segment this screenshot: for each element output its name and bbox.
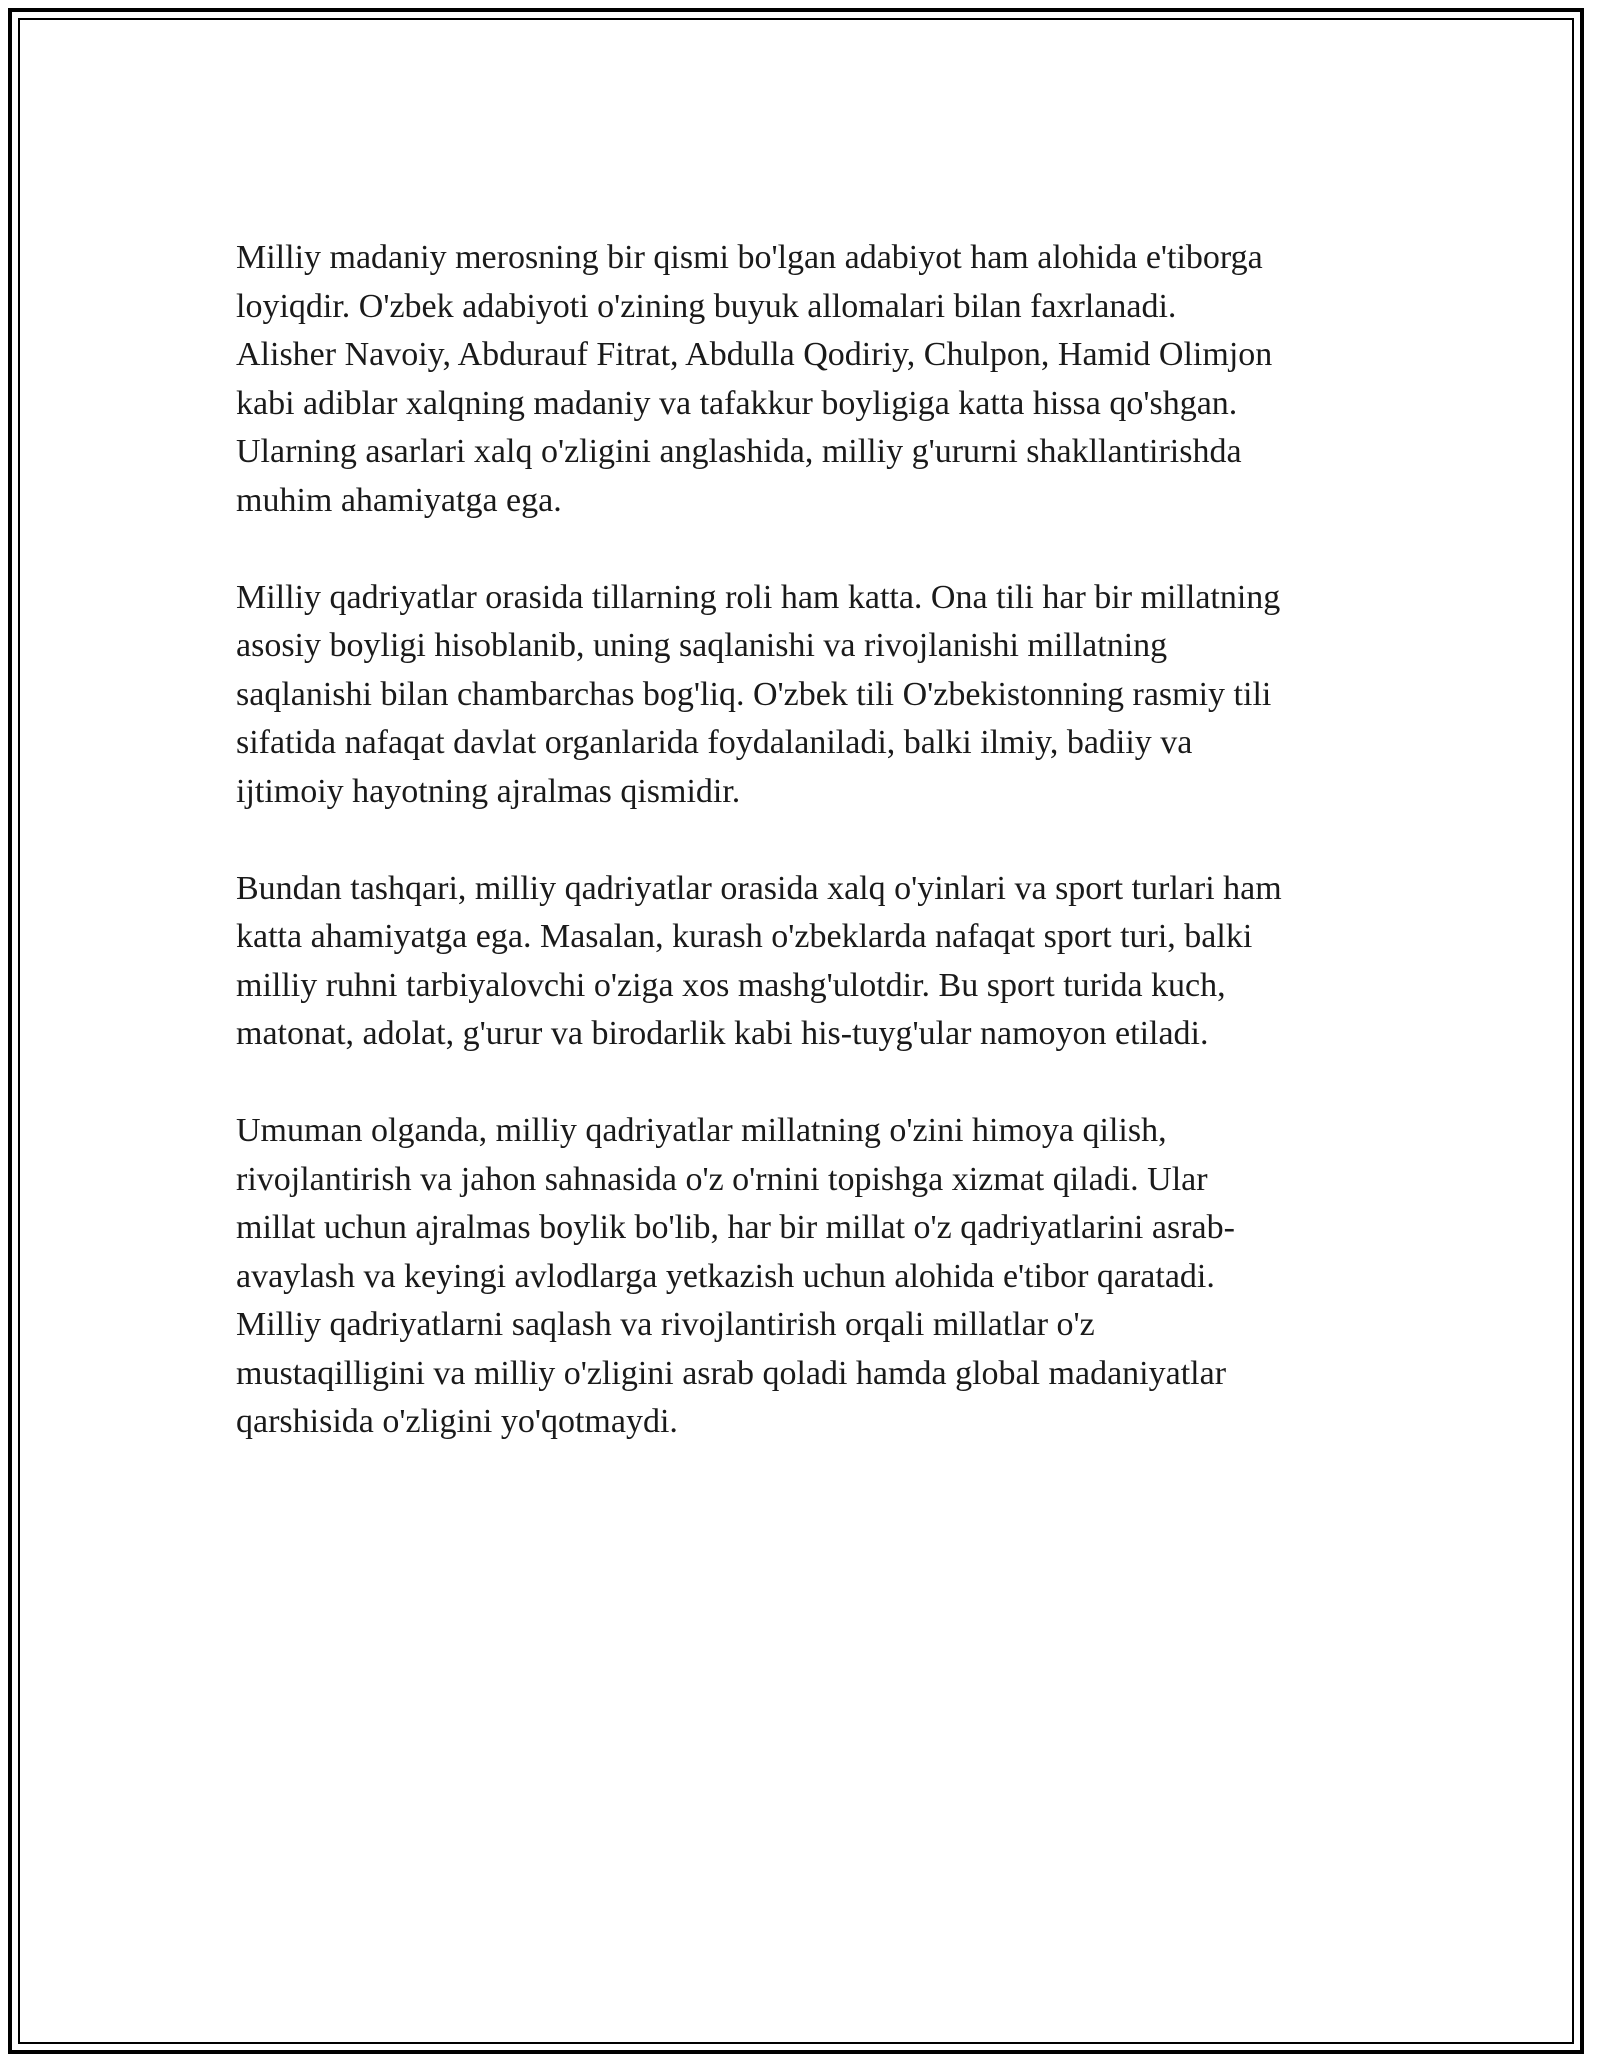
document-body [236, 234, 1386, 1495]
paragraph-language: Milliy qadriyatlar orasida tillarning roli ham katta. Ona tili har bir millatning asosiy boyligi hisoblanib, uning saqlanishi va rivojlanishi millatning saqlanishi bilan chambarchas bog'liq. O'zbek tili O'zbekistonning rasmiy tili sifatida nafaqat davlat organlarida foydalaniladi, balki ilmiy, badiiy va ijtimoiy hayotning ajralmas qismidir. [236, 578, 1281, 810]
paragraph-conclusion: Umuman olganda, milliy qadriyatlar millatning o'zini himoya qilish, rivojlantirish va jahon sahnasida o'z o'rnini topishga xizmat qiladi. Ular millat uchun ajralmas boylik bo'lib, har bir millat o'z qadriyatlarini asrab- avaylash va keyingi avlodlarga yetkazish uchun alohida e'tibor qaratadi. Milliy qadriyatlarni saqlash va rivojlantirish orqali millatlar o'z mustaqilligini va milliy o'zligini asrab qoladi hamda global madaniyatlar qarshisida o'zligini yo'qotmaydi. [236, 1112, 1235, 1440]
paragraph-literature: Milliy madaniy merosning bir qismi bo'lgan adabiyot ham alohida e'tiborga loyiqdir. O'zbek adabiyoti o'zining buyuk allomalari bilan faxrlanadi. Alisher Navoiy, Abdurauf Fitrat, Abdulla Qodiriy, Chulpon, Hamid Olimjon kabi adiblar xalqning madaniy va tafakkur boyligiga katta hissa qo'shgan. Ularning asarlari xalq o'zligini anglashida, milliy g'ururni shakllantirishda muhim ahamiyatga ega. [236, 239, 1273, 519]
paragraph-sports: Bundan tashqari, milliy qadriyatlar orasida xalq o'yinlari va sport turlari ham katta ahamiyatga ega. Masalan, kurash o'zbeklarda nafaqat sport turi, balki milliy ruhni tarbiyalovchi o'ziga xos mashg'ulotdir. Bu sport turida kuch, matonat, adolat, g'urur va birodarlik kabi his-tuyg'ular namoyon etiladi. [236, 869, 1282, 1052]
